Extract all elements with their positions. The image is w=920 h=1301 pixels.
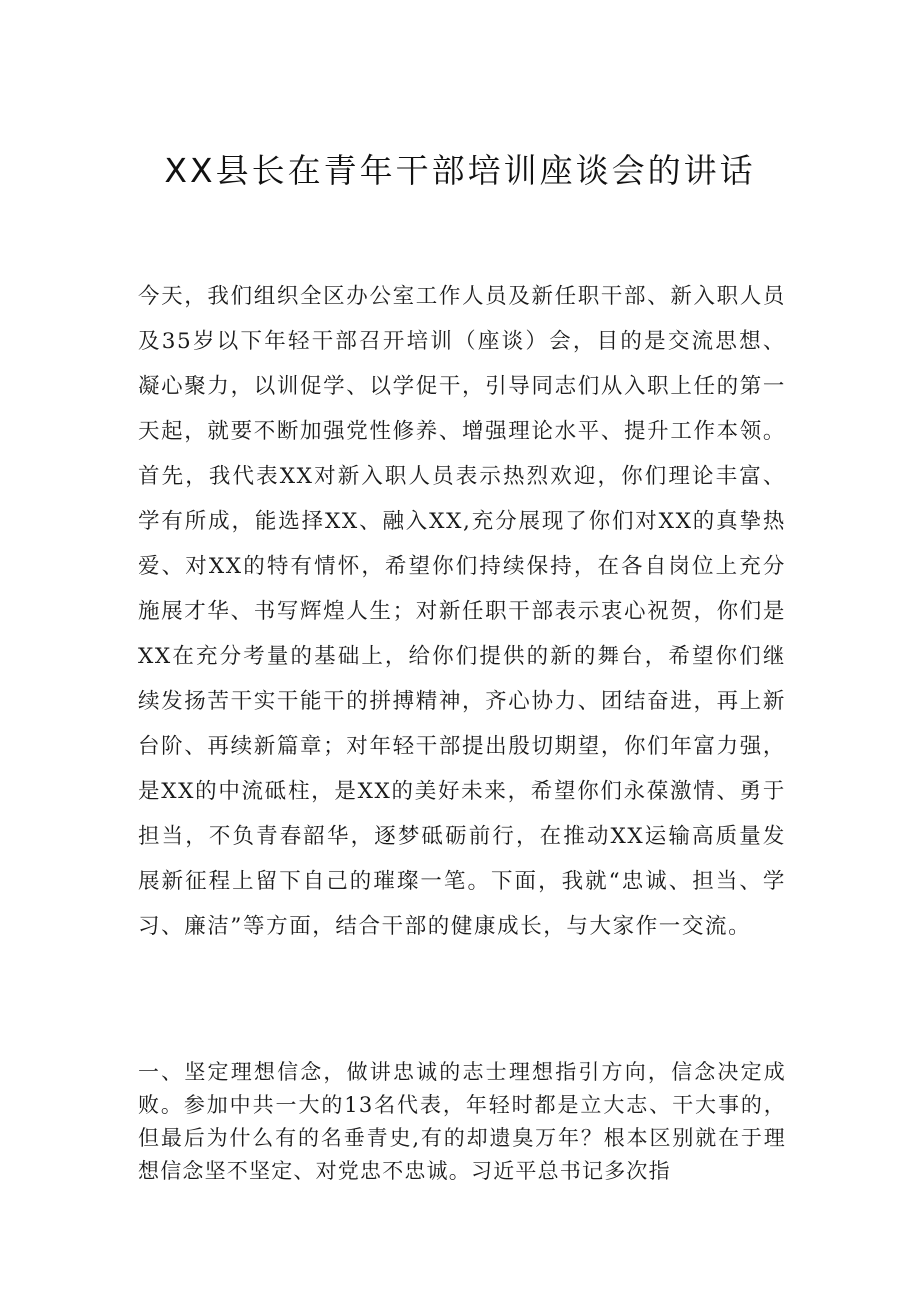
paragraph-intro: 今天，我们组织全区办公室工作人员及新任职干部、新入职人员及35岁以下年轻干部召开培训（座谈）会，目的是交流思想、凝心聚力，以训促学、以学促干，引导同志们从入职上任的第一天起，就要不断加强党性修养、增强理论水平、提升工作本领。首先，我代表XX对新入职人员表示热烈欢迎，你们理论丰富、学有所成，能选择XX、融入XX,充分展现了你们对XX的真挚热爱、对XX的特有情怀，希望你们持续保持，在各自岗位上充分施展才华、书写辉煌人生；对新任职干部表示衷心祝贺，你们是XX在充分考量的基础上，给你们提供的新的舞台，希望你们继续发扬苦干实干能干的拼搏精神，齐心协力、团结奋进，再上新台阶、再续新篇章；对年轻干部提出殷切期望，你们年富力强，是XX的中流砥柱，是XX的美好未来，希望你们永葆激情、勇于担当，不负青春韶华，逐梦砥砺前行，在推动XX运输高质量发展新征程上留下自己的璀璨一笔。下面，我就“忠诚、担当、学习、廉洁”等方面，结合干部的健康成长，与大家作一交流。	[138, 284, 786, 939]
paragraph-section-one: 一、坚定理想信念，做讲忠诚的志士理想指引方向，信念决定成败。参加中共一大的13名代表，年轻时都是立大志、干大事的，但最后为什么有的名垂青史,有的却遗臭万年？根本区别就在于理想信念坚不坚定、对党忠不忠诚。习近平总书记多次指	[138, 1060, 786, 1183]
document-title: XX县长在青年干部培训座谈会的讲话	[164, 151, 756, 190]
